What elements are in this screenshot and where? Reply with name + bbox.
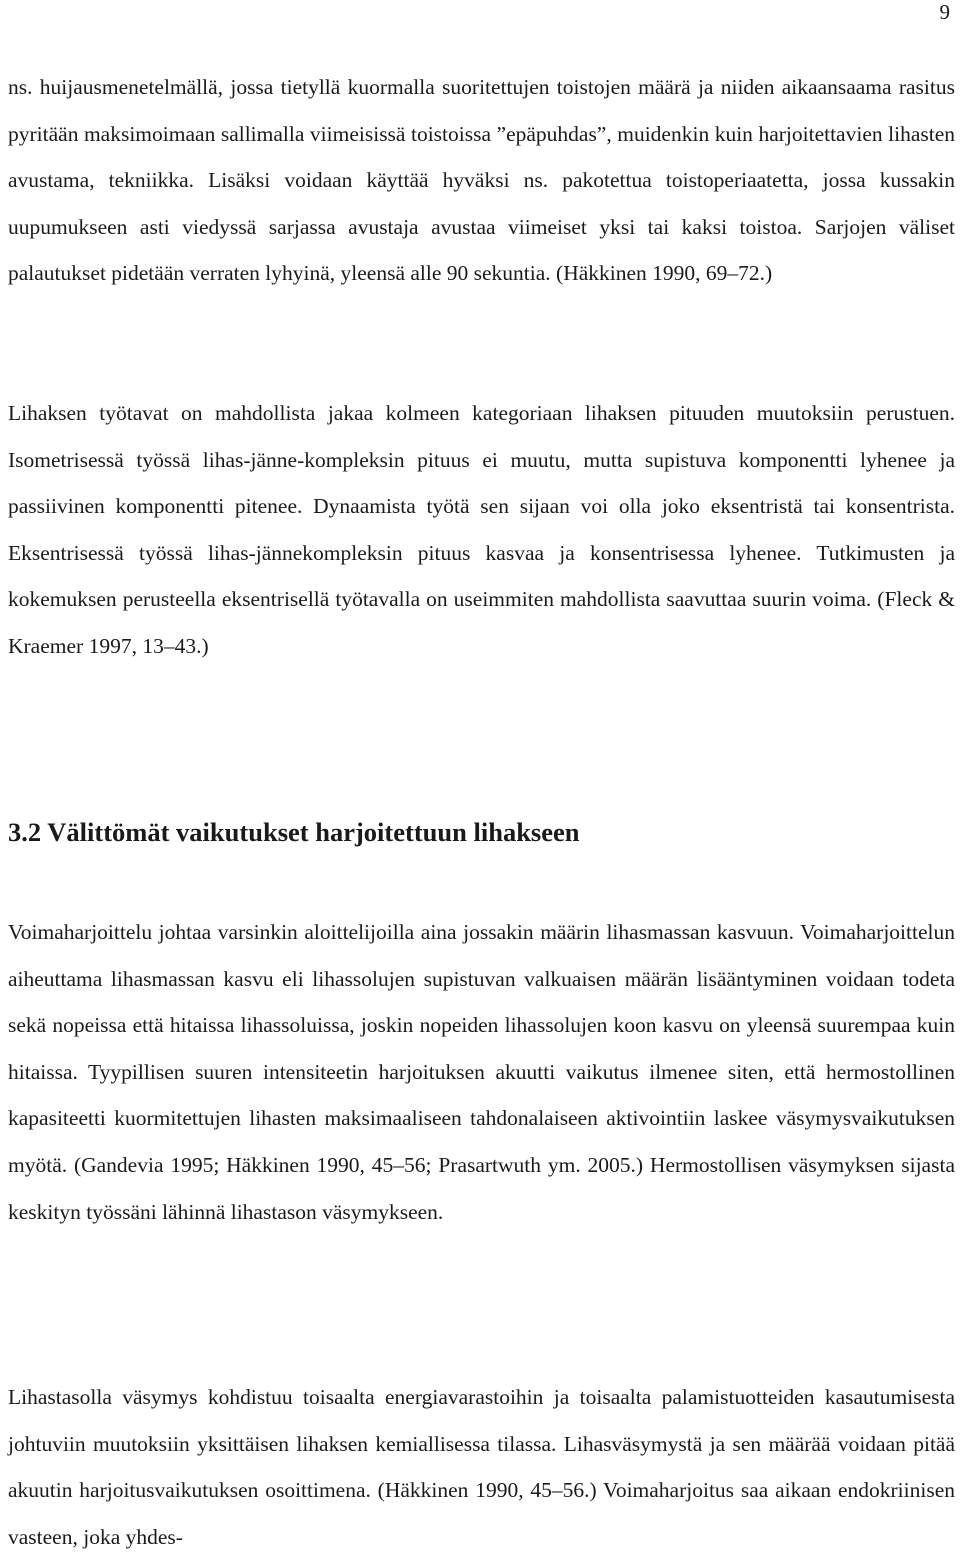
paragraph-muscle-work-types: Lihaksen työtavat on mahdollista jakaa kolmeen kategoriaan lihaksen pituuden muutoksiin perustuen. Isometrisessä työssä lihas-jänne-kompleksin pituus ei muutu, mutta supistuva komponentti lyhenee ja passiivinen komponentti pitenee. Dynaamista työtä sen sijaan voi olla joko eksentristä tai konsentrista. Eksentrisessä työssä lihas-jännekompleksin pituus kasvaa ja konsentrisessa lyhenee. Tutkimusten ja kokemuksen perusteella eksentrisellä työtavalla on useimmiten mahdollista saavuttaa suurin voima. (Fleck & Kraemer 1997, 13–43.) xyxy=(8,401,955,658)
paragraph-training-methods: ns. huijausmenetelmällä, jossa tietyllä kuormalla suoritettujen toistojen määrä ja niiden aikaansaama rasitus pyritään maksimoimaan sallimalla viimeisissä toistoissa ”epäpuhdas”, muidenkin kuin harjoitettavien lihasten avustama, tekniikka. Lisäksi voidaan käyttää hyväksi ns. pakotettua toistoperiaatetta, jossa kussakin uupumukseen asti viedyssä sarjassa avustaja avustaa viimeiset yksi tai kaksi toistoa. Sarjojen väliset palautukset pidetään verraten lyhyinä, yleensä alle 90 sekuntia. (Häkkinen 1990, 69–72.) xyxy=(8,75,955,286)
section-heading: 3.2 Välittömät vaikutukset harjoitettuun lihakseen xyxy=(8,817,580,847)
page-number: 9 xyxy=(939,0,950,24)
paragraph-muscle-fatigue: Lihastasolla väsymys kohdistuu toisaalta energiavarastoihin ja toisaalta palamistuotteiden kasautumisesta johtuviin muutoksiin yksittäisen lihaksen kemiallisessa tilassa. Lihasväsymystä ja sen määrää voidaan pitää akuutin harjoitusvaikutuksen osoittimena. (Häkkinen 1990, 45–56.) Voimaharjoitus saa aikaan endokriinisen vasteen, joka yhdes- xyxy=(8,1385,955,1549)
paragraph-muscle-growth: Voimaharjoittelu johtaa varsinkin aloittelijoilla aina jossakin määrin lihasmassan kasvuun. Voimaharjoittelun aiheuttama lihasmassan kasvu eli lihassolujen supistuvan valkuaisen määrän lisääntyminen voidaan todeta sekä nopeissa että hitaissa lihassoluissa, joskin nopeiden lihassolujen koon kasvu on yleensä suurempaa kuin hitaissa. Tyypillisen suuren intensiteetin harjoituksen akuutti vaikutus ilmenee siten, että hermostollinen kapasiteetti kuormitettujen lihasten maksimaaliseen tahdonalaiseen aktivointiin laskee väsymysvaikutuksen myötä. (Gandevia 1995; Häkkinen 1990, 45–56; Prasartwuth ym. 2005.) Hermostollisen väsymyksen sijasta keskityn työssäni lähinnä lihastason väsymykseen. xyxy=(8,920,955,1224)
